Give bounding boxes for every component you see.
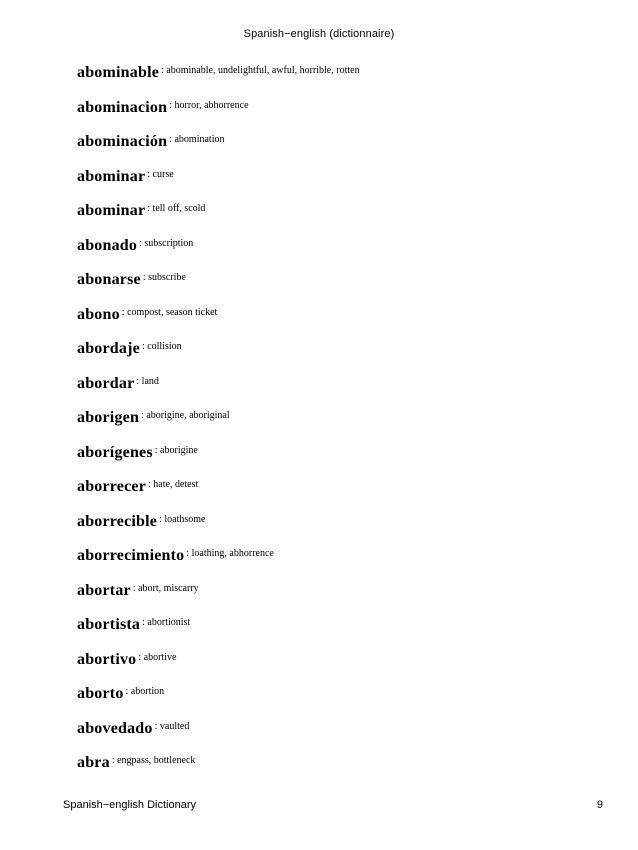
definition: : abomination xyxy=(169,134,225,145)
headword: abordaje xyxy=(77,340,140,357)
entry xyxy=(77,720,607,755)
headword: abonarse xyxy=(77,271,141,288)
headword: abordar xyxy=(77,374,135,392)
headword: aborrecible xyxy=(77,512,158,530)
headword: aborto xyxy=(77,685,124,702)
headword: abominar xyxy=(77,167,146,185)
definition: : tell off, scold xyxy=(147,203,206,214)
headword: abonado xyxy=(77,236,138,254)
entry xyxy=(77,651,607,686)
definition: : hate, detest xyxy=(148,479,199,490)
headword: abominación xyxy=(77,133,168,150)
entry xyxy=(77,202,607,237)
page-header: Spanish−english (dictionnaire) xyxy=(243,28,395,40)
definition: : land xyxy=(136,375,159,387)
definition: : engpass, bottleneck xyxy=(111,755,196,766)
headword: aborigen xyxy=(77,409,140,426)
headword: abominacion xyxy=(77,98,168,116)
entry xyxy=(77,375,607,410)
entry xyxy=(77,754,607,789)
entry xyxy=(77,168,607,203)
headword: abortar xyxy=(77,581,131,599)
headword: abra xyxy=(77,754,110,771)
definition: : aborigine xyxy=(154,444,198,456)
entry xyxy=(77,64,607,99)
entry xyxy=(77,409,607,444)
headword: abortista xyxy=(77,616,141,633)
definition: : abominable, undelightful, awful, horrible, rotten xyxy=(161,65,360,76)
entry xyxy=(77,99,607,134)
entry xyxy=(77,444,607,479)
definition: : subscribe xyxy=(142,272,186,283)
dictionary-entries xyxy=(77,64,607,789)
definition: : subscription xyxy=(139,237,194,249)
definition: : abortionist xyxy=(142,617,191,628)
footer-title: Spanish−english Dictionary xyxy=(63,799,196,811)
definition: : collision xyxy=(141,341,182,352)
entry xyxy=(77,306,607,341)
definition: : abort, miscarry xyxy=(132,582,199,594)
entry xyxy=(77,478,607,513)
entry xyxy=(77,685,607,720)
definition: : abortion xyxy=(125,686,165,697)
definition: : horror, abhorrence xyxy=(169,99,249,111)
headword: aborrecer xyxy=(77,478,147,495)
entry xyxy=(77,582,607,617)
entry xyxy=(77,616,607,651)
page-number: 9 xyxy=(596,799,603,811)
entry xyxy=(77,547,607,582)
headword: aborígenes xyxy=(77,443,153,461)
headword: abovedado xyxy=(77,719,153,737)
headword: abortivo xyxy=(77,650,137,668)
definition: : curse xyxy=(147,168,174,180)
headword: abominar xyxy=(77,202,146,219)
entry xyxy=(77,237,607,272)
definition: : abortive xyxy=(138,651,177,663)
definition: : loathing, abhorrence xyxy=(186,548,274,559)
definition: : compost, season ticket xyxy=(121,306,218,318)
headword: abono xyxy=(77,305,120,323)
entry xyxy=(77,513,607,548)
definition: : aborigine, aboriginal xyxy=(141,410,230,421)
entry xyxy=(77,133,607,168)
entry xyxy=(77,340,607,375)
definition: : loathsome xyxy=(159,513,206,525)
headword: aborrecimiento xyxy=(77,547,185,564)
entry xyxy=(77,271,607,306)
headword: abominable xyxy=(77,64,160,81)
definition: : vaulted xyxy=(154,720,190,732)
